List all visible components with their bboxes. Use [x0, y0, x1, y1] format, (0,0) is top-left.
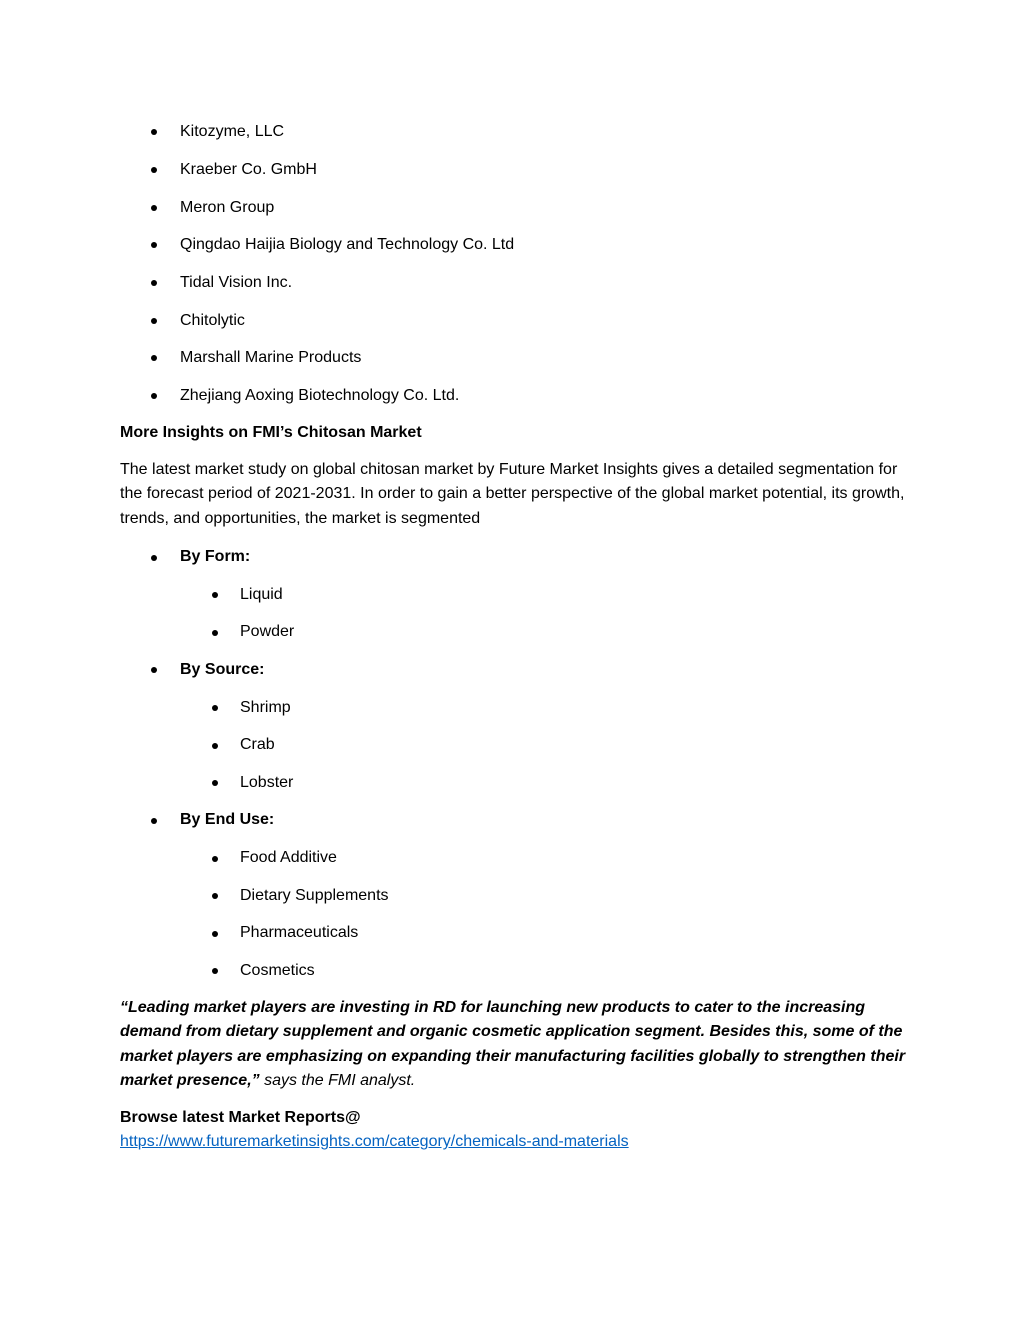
bullet-icon: [212, 592, 218, 598]
quote-attribution: says the FMI analyst.: [259, 1071, 416, 1089]
bullet-icon: [151, 555, 157, 561]
segment-item: Shrimp: [240, 699, 291, 716]
bullet-icon: [151, 167, 157, 173]
analyst-quote: [120, 996, 910, 1093]
bullet-icon: [151, 318, 157, 324]
bullet-icon: [212, 630, 218, 636]
bullet-icon: [212, 931, 218, 937]
segment-item: Pharmaceuticals: [240, 924, 359, 941]
segment-item: Liquid: [240, 586, 283, 603]
bullet-icon: [151, 129, 157, 135]
bullet-icon: [151, 280, 157, 286]
bullet-icon: [151, 242, 157, 248]
bullet-icon: [151, 355, 157, 361]
insights-paragraph: The latest market study on global chitosan market by Future Market Insights gives a detailed segmentation for the forecast period of 2021-2031. In order to gain a better perspective of the global market potential, its growth, trends, and opportunities, the market is segmented: [120, 461, 905, 527]
company-item: Kraeber Co. GmbH: [180, 161, 317, 178]
segment-item: Dietary Supplements: [240, 887, 389, 904]
browse-section: [120, 1106, 910, 1155]
segment-item: Cosmetics: [240, 962, 315, 979]
bullet-icon: [212, 893, 218, 899]
company-item: Zhejiang Aoxing Biotechnology Co. Ltd.: [180, 387, 460, 404]
bullet-icon: [212, 968, 218, 974]
quote-text: “Leading market players are investing in RD for launching new products to cater to the increasing demand from dietary supplement and organic cosmetic application segment. Besides this, some of the market players are emphasizing on expanding their manufacturing facilities globally to strengthen their market presence,”: [120, 999, 906, 1089]
company-item: Qingdao Haijia Biology and Technology Co. Ltd: [180, 236, 515, 253]
bullet-icon: [212, 705, 218, 711]
company-item: Kitozyme, LLC: [180, 123, 285, 140]
bullet-icon: [151, 818, 157, 824]
segment-item: Powder: [240, 623, 295, 640]
bullet-icon: [151, 205, 157, 211]
company-item: Marshall Marine Products: [180, 349, 362, 366]
segment-item: Food Additive: [240, 849, 337, 866]
company-item: Tidal Vision Inc.: [180, 274, 293, 291]
segment-heading-source: By Source:: [180, 661, 265, 678]
bullet-icon: [151, 393, 157, 399]
segment-heading-end-use: By End Use:: [180, 811, 275, 828]
bullet-icon: [151, 667, 157, 673]
company-item: Chitolytic: [180, 312, 245, 329]
browse-link[interactable]: https://www.futuremarketinsights.com/category/chemicals-and-materials: [120, 1133, 629, 1151]
insights-heading: More Insights on FMI’s Chitosan Market: [120, 424, 422, 441]
segment-item: Lobster: [240, 774, 294, 791]
browse-label: Browse latest Market Reports@: [120, 1109, 361, 1126]
company-item: Meron Group: [180, 199, 275, 216]
bullet-icon: [212, 856, 218, 862]
bullet-icon: [212, 780, 218, 786]
segment-heading-form: By Form:: [180, 548, 251, 565]
segment-item: Crab: [240, 736, 275, 753]
bullet-icon: [212, 743, 218, 749]
